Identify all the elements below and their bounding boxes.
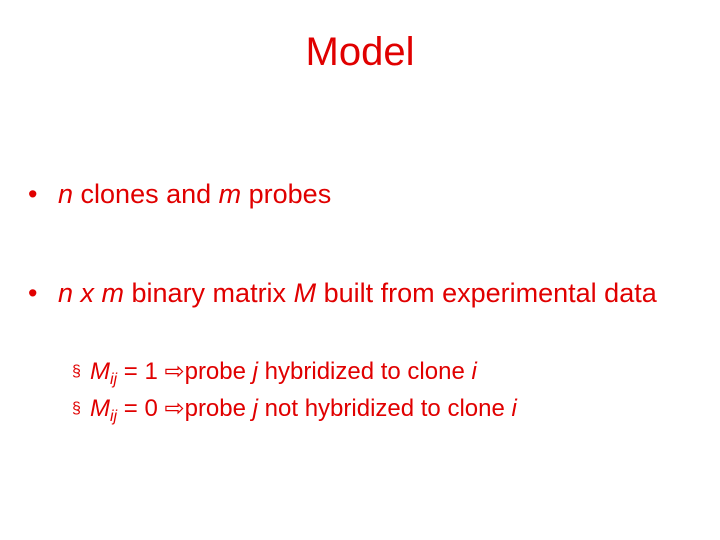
right-arrow-icon: ⇨: [164, 395, 185, 422]
var-j: j: [252, 395, 258, 422]
bullet-marker: •: [28, 179, 38, 209]
var-i: i: [471, 358, 477, 385]
text-segment: binary matrix: [124, 278, 294, 308]
var-m: m: [218, 179, 242, 209]
var-j: j: [252, 358, 258, 385]
right-arrow-icon: ⇨: [164, 358, 185, 385]
equation: = 1: [117, 358, 165, 385]
subbullet-not-hybridized: [72, 394, 712, 424]
bullet-text: [28, 178, 708, 210]
matrix-symbol: M: [90, 358, 110, 385]
matrix-subscript: ij: [110, 371, 118, 388]
bullet-binary-matrix: [28, 277, 708, 309]
var-M: M: [293, 278, 317, 308]
subbullet-hybridized: [72, 357, 712, 387]
text-segment: probe: [184, 395, 253, 422]
text-segment: clones and: [73, 179, 219, 209]
slide-title: Model: [305, 30, 415, 74]
subbullet-marker: §: [72, 363, 81, 380]
text-segment: probes: [241, 179, 332, 209]
var-n: n: [58, 179, 74, 209]
var-i: i: [511, 395, 517, 422]
text-segment: hybridized to clone: [258, 358, 472, 385]
var-n-x-m: n x m: [58, 278, 125, 308]
matrix-symbol: M: [90, 395, 110, 422]
subbullet-marker: §: [72, 400, 81, 417]
bullet-marker: •: [28, 278, 38, 308]
bullet-clones-probes: [28, 178, 708, 210]
matrix-subscript: ij: [110, 408, 118, 425]
bullet-text: [28, 277, 708, 309]
text-segment: probe: [184, 358, 253, 385]
equation: = 0: [117, 395, 165, 422]
text-segment: built from experimental data: [316, 278, 657, 308]
text-segment: not hybridized to clone: [258, 395, 512, 422]
